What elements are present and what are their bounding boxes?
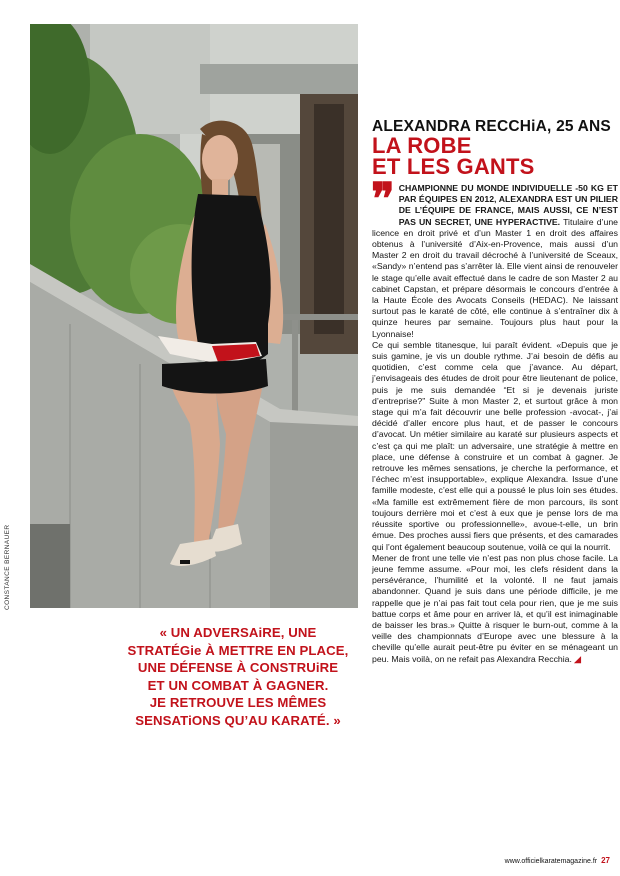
- article-kicker: ALEXANDRA RECCHiA, 25 ANS: [372, 118, 611, 135]
- page-footer: [505, 856, 610, 865]
- pull-quote-line: JE RETROUVE LES MÊMES: [149, 695, 327, 711]
- paragraph-2: Ce qui semble titanesque, lui paraît évident. «Depuis que je suis gamine, je vis un double rythme. J’ai besoin de défis au quotidien, c’est comme cela que j’avance. Au départ, j’envisageais des études de droit pour être lieutenant de police, puis je me suis demandée “Et si je devenais juriste d’entreprise?” Suite à mon Master 2, et surtout grâce à mon stage qui m’a fait découvrir une belle profession -avocat-, j’ai décidé d’aller encore plus haut, et de passer le concours d’avocat. Un métier similaire au karaté sur plusieurs aspects et c’est ça qui me plaît: un adversaire, une stratégie à mettre en place, une défense à construire et un combat à gagner. Je retrouve les mêmes sensations, je cherche la performance, et l’échec m’est insupportable», explique Alexandra. Issue d’une famille modeste, c’est elle qui a poussé le plus loin ses études. «Ma famille est extrêmement fière de mon parcours, ils sont toujours derrière moi et c’est à eux que je pense lors de ma réussite sportive ou professionnelle», avoue-t-elle, un brin émue. Des proches aussi fiers que présents, et des camarades qui l’ont également beaucoup soutenue, voilà ce qui la nourrit.: [372, 339, 618, 552]
- article-paragraph-3: [372, 553, 618, 665]
- headline-line-1: LA ROBE: [372, 133, 472, 158]
- headline-line-2: ET LES GANTS: [372, 154, 535, 179]
- pull-quote-line: UNE DÉFENSE À CONSTRUiRE: [137, 660, 339, 676]
- page-number: 27: [601, 856, 610, 865]
- pull-quote-line: STRATÉGie À METTRE EN PLACE,: [127, 642, 349, 658]
- article-paragraph: [371, 175, 618, 340]
- article-lead: CHAMPIONNE DU MONDE INDIVIDUELLE -50 KG ET PAR ÉQUIPES EN 2012, ALEXANDRA EST UN PILIER DE L’ÉQUIPE DE FRANCE, MAIS AUSSI, CE N’EST PAS UN SECRET, UNE HYPERACTIVE.: [398, 183, 618, 227]
- article-headline: [372, 135, 612, 177]
- article-photo: [30, 24, 358, 608]
- pull-quote-line: ET UN COMBAT À GAGNER.: [147, 677, 329, 693]
- end-of-article-icon: ◢: [574, 653, 582, 664]
- paragraph-1: Titulaire d’une licence en droit privé et d’un Master 1 en droit des affaires obtenus à l’université d’Aix-en-Provence, mais aussi d’un Master 2 en droit du travail décroché à l’université de Sceaux, «Sandy» n’entend pas s’arrêter là. Elle vient ainsi de renouveler le stage qu’elle avait effectué dans le cadre de son Master 2 au cabinet Capstan, et prépare désormais le concours d’entrée à la Haute École des Avocats Conseils (HEDAC). Ne laissant surtout pas le karaté de côté, elle continue à s’entraîner dix à quinze heures par semaine. Toujours plus haut pour la Lyonnaise!: [372, 216, 618, 339]
- dropcap-quote-icon: ❞: [371, 175, 395, 224]
- article-body: [371, 175, 618, 665]
- photo-illustration: [30, 24, 358, 608]
- pull-quote-line: SENSATiONS QU’AU KARATÉ. »: [135, 712, 341, 728]
- pull-quote-line: « UN ADVERSAiRE, UNE: [159, 625, 317, 640]
- pull-quote: [112, 624, 364, 730]
- photo-credit: CONSTANCE BERNAUER: [4, 524, 11, 610]
- footer-url[interactable]: www.officielkaratemagazine.fr: [504, 858, 598, 865]
- paragraph-3: Mener de front une telle vie n’est pas non plus chose facile. La jeune femme assume. «Pour moi, les clefs résident dans la persévérance, l’humilité et la volonté. Il ne faut jamais abandonner. Quand je suis dans une période difficile, je me rappelle que je n’ai pas fait tout cela pour rien, que je me suis battue corps et âme pour en arriver là, et qu’il est inimaginable de baisser les bras.» Quitte à risquer le burn-out, comme à la veille des championnats d’Europe avec une blessure à la cheville qu’elle aurait peut-être pu éviter en se ménageant un peu. Mais voilà, on ne refait pas Alexandra Recchia.: [372, 552, 618, 664]
